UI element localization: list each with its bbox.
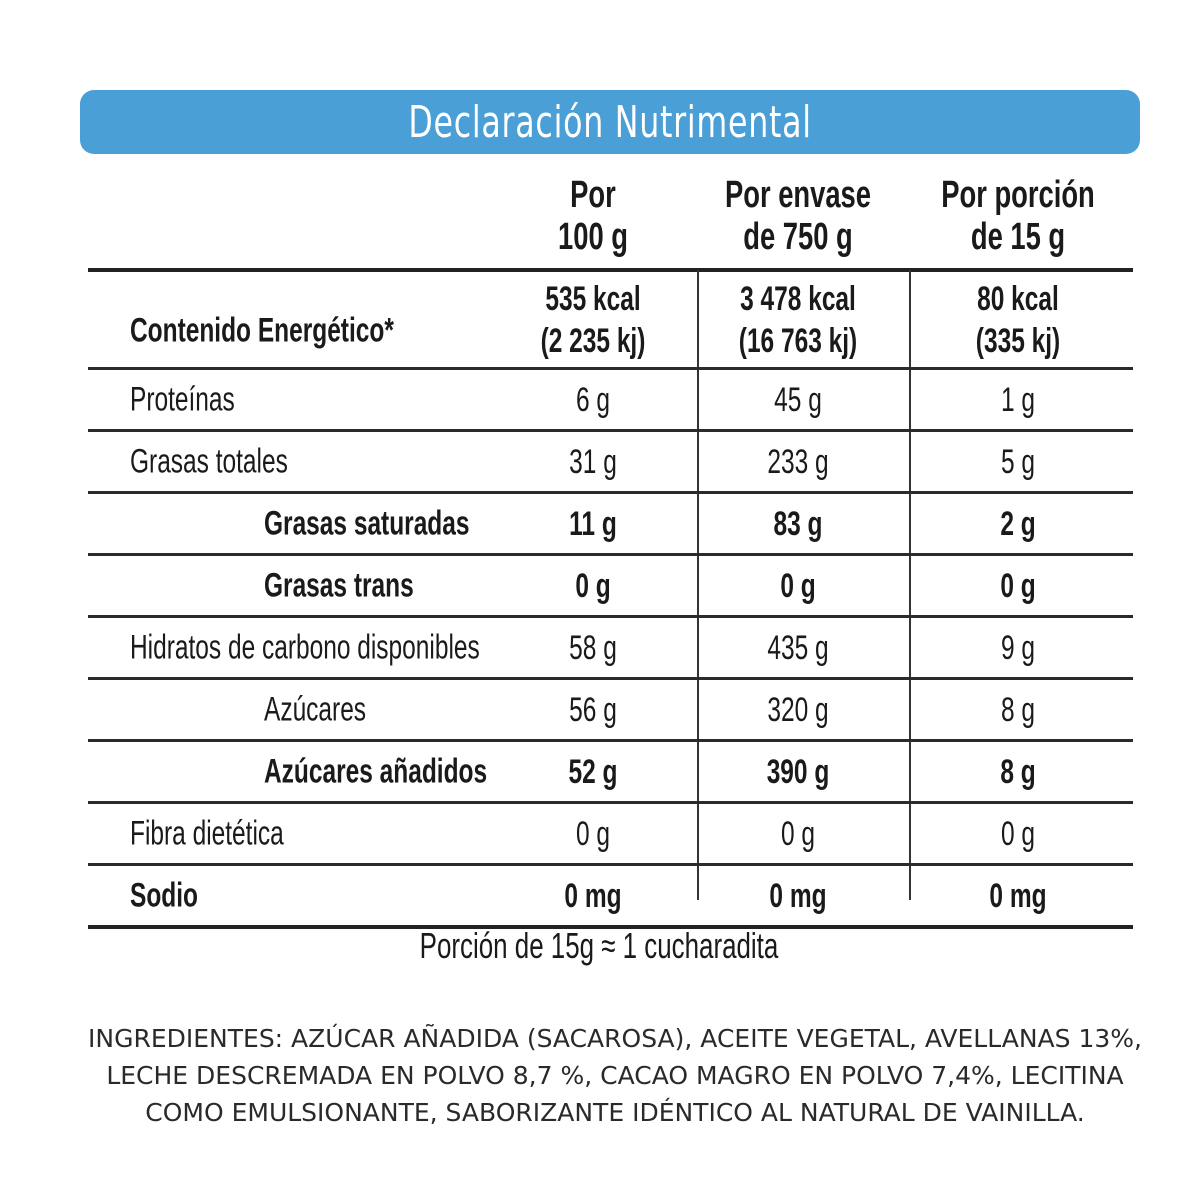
- cell-value: 83 g: [773, 504, 823, 543]
- column-header-per-serving: [939, 174, 1097, 258]
- row-label: Azúcares añadidos: [264, 752, 488, 790]
- table-row: [88, 680, 1133, 742]
- table-header: [88, 170, 1133, 268]
- row-label: Hidratos de carbono disponibles: [130, 628, 480, 666]
- column-header-line: 100 g: [558, 216, 628, 258]
- table-row-energy: [88, 272, 1133, 370]
- cell-value: 0 g: [1000, 566, 1036, 605]
- table-row: [88, 432, 1133, 494]
- table-row: [88, 866, 1133, 929]
- kj-value: (2 235 kj): [540, 321, 646, 360]
- row-label: Fibra dietética: [130, 814, 284, 852]
- row-label: Proteínas: [130, 380, 235, 418]
- energy-value: [719, 278, 877, 362]
- row-label: Grasas saturadas: [264, 504, 470, 542]
- ingredients-line: INGREDIENTES: AZÚCAR AÑADIDA (SACAROSA), ACEITE VEGETAL, AVELLANAS 13%,: [88, 1024, 1142, 1053]
- cell-value: 0 mg: [989, 876, 1047, 915]
- cell-value: 435 g: [767, 628, 829, 667]
- serving-footnote: Porción de 15g ≈ 1 cucharadita: [419, 925, 779, 966]
- column-header-line: Por envase: [724, 174, 872, 216]
- cell-value: 45 g: [774, 380, 822, 419]
- table-row: [88, 556, 1133, 618]
- kj-value: (335 kj): [975, 321, 1061, 360]
- row-label: Azúcares: [264, 690, 367, 728]
- ingredients-text: [70, 1020, 1160, 1131]
- column-header-per-100g: [514, 174, 672, 258]
- table-row: [88, 742, 1133, 804]
- row-label: Contenido Energético*: [130, 311, 394, 350]
- cell-value: 9 g: [1000, 628, 1036, 667]
- cell-value: 5 g: [1000, 442, 1036, 481]
- energy-value: [514, 278, 672, 362]
- cell-value: 52 g: [568, 752, 618, 791]
- cell-value: 2 g: [1000, 504, 1036, 543]
- cell-value: 31 g: [569, 442, 617, 481]
- row-label: Sodio: [130, 876, 198, 914]
- ingredients-line: LECHE DESCREMADA EN POLVO 8,7 %, CACAO MAGRO EN POLVO 7,4%, LECITINA: [106, 1061, 1124, 1090]
- energy-value: [939, 278, 1097, 362]
- cell-value: 0 mg: [564, 876, 622, 915]
- cell-value: 56 g: [569, 690, 617, 729]
- cell-value: 8 g: [1000, 752, 1036, 791]
- kcal-value: 535 kcal: [545, 279, 641, 318]
- row-label: Grasas trans: [264, 566, 414, 604]
- column-header-line: de 15 g: [970, 216, 1066, 258]
- cell-value: 0 g: [780, 814, 816, 853]
- column-header-line: Por: [570, 174, 616, 216]
- table-row: [88, 804, 1133, 866]
- cell-value: 0 g: [1000, 814, 1036, 853]
- cell-value: 1 g: [1000, 380, 1036, 419]
- table-row: [88, 618, 1133, 680]
- cell-value: 6 g: [575, 380, 611, 419]
- cell-value: 0 g: [575, 814, 611, 853]
- kcal-value: 3 478 kcal: [740, 279, 856, 318]
- cell-value: 0 g: [575, 566, 611, 605]
- column-header-line: Por porción: [941, 174, 1095, 216]
- page-title: Declaración Nutrimental: [408, 96, 812, 148]
- title-banner: [80, 90, 1140, 154]
- row-label: Grasas totales: [130, 442, 288, 480]
- kj-value: (16 763 kj): [738, 321, 858, 360]
- table-row: [88, 370, 1133, 432]
- column-header-per-package: [719, 174, 877, 258]
- kcal-value: 80 kcal: [977, 279, 1059, 318]
- nutrition-table: [88, 170, 1133, 929]
- cell-value: 320 g: [767, 690, 829, 729]
- cell-value: 0 mg: [769, 876, 827, 915]
- column-header-line: de 750 g: [743, 216, 853, 258]
- cell-value: 58 g: [569, 628, 617, 667]
- table-row: [88, 494, 1133, 556]
- cell-value: 390 g: [766, 752, 830, 791]
- cell-value: 8 g: [1000, 690, 1036, 729]
- cell-value: 11 g: [569, 504, 617, 543]
- ingredients-line: COMO EMULSIONANTE, SABORIZANTE IDÉNTICO AL NATURAL DE VAINILLA.: [145, 1098, 1085, 1127]
- cell-value: 0 g: [780, 566, 816, 605]
- cell-value: 233 g: [767, 442, 829, 481]
